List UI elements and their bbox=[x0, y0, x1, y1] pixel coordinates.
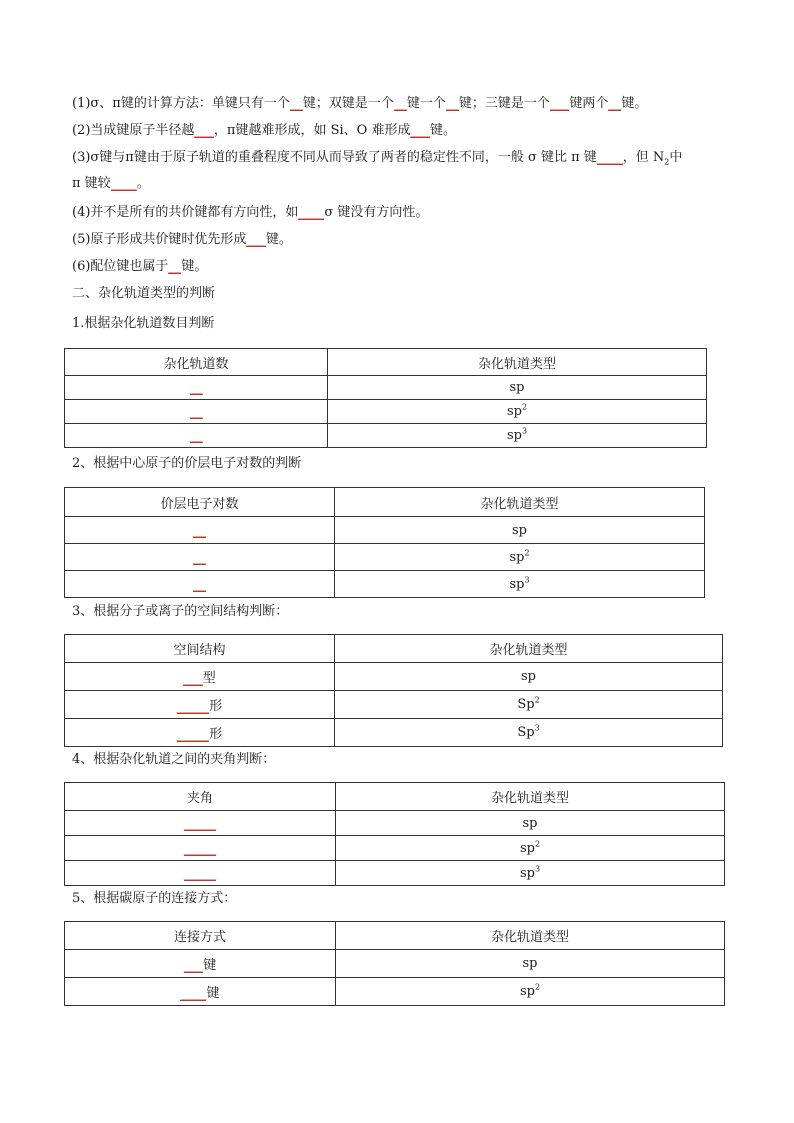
answer-cell[interactable] bbox=[65, 424, 328, 448]
type-cell bbox=[335, 691, 723, 719]
type-text: sp bbox=[519, 984, 535, 999]
text: 键。 bbox=[621, 96, 648, 111]
text: (4)并不是所有的共价键都有方向性，如 bbox=[72, 205, 299, 220]
table-row bbox=[65, 400, 707, 424]
type-cell bbox=[328, 376, 707, 400]
table-row bbox=[65, 663, 723, 691]
line-3 bbox=[72, 148, 732, 168]
table-row bbox=[65, 950, 725, 978]
line-4 bbox=[72, 203, 732, 223]
answer-blank[interactable]: ____ bbox=[596, 150, 623, 165]
shape-suffix: 形 bbox=[209, 727, 223, 742]
answer-blank[interactable]: _____ bbox=[183, 815, 217, 831]
table-row bbox=[65, 424, 707, 448]
header-cell: 杂化轨道类型 bbox=[336, 783, 725, 811]
answer-blank[interactable]: ___ bbox=[183, 958, 204, 973]
header-cell: 价层电子对数 bbox=[65, 488, 335, 517]
type-text: Sp bbox=[517, 725, 535, 740]
text: 键。 bbox=[181, 259, 208, 274]
answer-blank[interactable]: __ bbox=[608, 96, 622, 111]
answer-blank[interactable]: _____ bbox=[183, 865, 217, 881]
answer-cell[interactable] bbox=[65, 517, 335, 544]
table-header-row bbox=[65, 349, 707, 376]
text: 键一个 bbox=[406, 96, 446, 111]
answer-blank[interactable]: __ bbox=[193, 549, 206, 565]
header-cell: 杂化轨道类型 bbox=[335, 488, 705, 517]
shape-suffix: 形 bbox=[209, 699, 223, 714]
answer-cell[interactable] bbox=[65, 663, 335, 691]
answer-blank[interactable]: __ bbox=[193, 522, 206, 538]
line-6 bbox=[72, 257, 732, 277]
header-cell: 夹角 bbox=[65, 783, 336, 811]
answer-blank[interactable]: ____ bbox=[298, 205, 325, 220]
answer-cell[interactable] bbox=[65, 376, 328, 400]
answer-cell[interactable] bbox=[65, 836, 336, 861]
type-text: sp bbox=[522, 956, 538, 971]
text: ，但 N bbox=[622, 150, 665, 165]
type-cell bbox=[336, 978, 725, 1006]
answer-cell[interactable] bbox=[65, 571, 335, 598]
type-text: sp bbox=[506, 404, 522, 419]
superscript: 2 bbox=[521, 402, 528, 412]
answer-blank[interactable]: ____ bbox=[180, 986, 207, 1001]
table-row bbox=[65, 571, 705, 598]
text: 中 bbox=[669, 150, 683, 165]
line-1 bbox=[72, 94, 732, 114]
table-row bbox=[65, 517, 705, 544]
superscript: 3 bbox=[534, 864, 541, 874]
answer-cell[interactable] bbox=[65, 719, 335, 747]
table-carbon-connection bbox=[64, 921, 725, 1006]
type-cell bbox=[336, 836, 725, 861]
type-text: Sp bbox=[517, 697, 535, 712]
bond-suffix: 键 bbox=[203, 958, 217, 973]
table-row bbox=[65, 691, 723, 719]
header-cell: 杂化轨道类型 bbox=[335, 635, 723, 663]
answer-blank[interactable]: ____ bbox=[110, 176, 137, 191]
table-orbital-count bbox=[64, 348, 707, 448]
answer-cell[interactable] bbox=[65, 691, 335, 719]
type-text: sp bbox=[506, 428, 522, 443]
superscript: 3 bbox=[524, 575, 530, 585]
header-cell: 杂化轨道类型 bbox=[336, 922, 725, 950]
type-text: sp bbox=[519, 865, 535, 881]
answer-blank[interactable]: ___ bbox=[410, 123, 430, 138]
answer-cell[interactable] bbox=[65, 811, 336, 836]
text: 键；双键是一个 bbox=[302, 96, 394, 111]
superscript: 2 bbox=[524, 548, 530, 558]
line-5 bbox=[72, 230, 732, 250]
text: 键。 bbox=[265, 232, 292, 247]
line-3b bbox=[72, 174, 732, 194]
table-spatial-structure bbox=[64, 634, 723, 747]
type-text: sp bbox=[519, 840, 535, 856]
answer-blank[interactable]: ___ bbox=[194, 123, 214, 138]
type-cell bbox=[328, 424, 707, 448]
answer-cell[interactable] bbox=[65, 950, 336, 978]
superscript: 2 bbox=[534, 839, 541, 849]
table-header-row bbox=[65, 635, 723, 663]
answer-cell[interactable] bbox=[65, 400, 328, 424]
text: (2)当成键原子半径越 bbox=[72, 123, 195, 138]
table-row bbox=[65, 719, 723, 747]
header-cell: 空间结构 bbox=[65, 635, 335, 663]
answer-blank[interactable]: _____ bbox=[176, 727, 210, 742]
table-row bbox=[65, 376, 707, 400]
type-cell bbox=[335, 544, 705, 571]
superscript: 3 bbox=[534, 723, 540, 733]
type-cell bbox=[328, 400, 707, 424]
text: ，π键越难形成，如 Si、O 难形成 bbox=[213, 123, 411, 138]
table-row bbox=[65, 544, 705, 571]
sub2-title: 2、根据中心原子的价层电子对数的判断 bbox=[72, 456, 302, 471]
sub5-title: 5、根据碳原子的连接方式： bbox=[72, 891, 237, 906]
answer-blank[interactable]: __ bbox=[289, 96, 303, 111]
type-text: sp bbox=[509, 576, 525, 592]
table-header-row bbox=[65, 783, 725, 811]
section-title: 二、杂化轨道类型的判断 bbox=[72, 286, 216, 301]
bond-suffix: 键 bbox=[206, 986, 220, 1001]
type-text: sp bbox=[509, 549, 525, 565]
text: 键；三键是一个 bbox=[458, 96, 550, 111]
text: π 键较 bbox=[72, 176, 111, 191]
text: σ 键没有方向性。 bbox=[324, 205, 429, 220]
type-cell bbox=[335, 719, 723, 747]
type-text: sp bbox=[522, 815, 538, 831]
answer-blank[interactable]: __ bbox=[168, 259, 182, 274]
type-cell bbox=[336, 811, 725, 836]
text: (5)原子形成共价键时优先形成 bbox=[72, 232, 247, 247]
text: 键。 bbox=[429, 123, 456, 138]
header-cell: 连接方式 bbox=[65, 922, 336, 950]
table-header-row bbox=[65, 922, 725, 950]
answer-cell[interactable] bbox=[65, 861, 336, 886]
answer-blank[interactable]: _____ bbox=[176, 699, 210, 714]
text: (6)配位键也属于 bbox=[72, 259, 169, 274]
sub4-title: 4、根据杂化轨道之间的夹角判断： bbox=[72, 752, 276, 767]
answer-blank[interactable]: ___ bbox=[549, 96, 570, 111]
type-cell bbox=[336, 861, 725, 886]
table-row bbox=[65, 978, 725, 1006]
table-angle bbox=[64, 782, 725, 886]
table-row bbox=[65, 836, 725, 861]
superscript: 3 bbox=[521, 426, 528, 436]
answer-cell[interactable] bbox=[65, 544, 335, 571]
answer-blank[interactable]: __ bbox=[189, 404, 203, 419]
table-electron-pairs bbox=[64, 487, 705, 598]
line-2 bbox=[72, 121, 732, 141]
header-cell: 杂化轨道数 bbox=[65, 349, 328, 376]
answer-blank[interactable]: __ bbox=[189, 428, 203, 443]
answer-blank[interactable]: __ bbox=[393, 96, 407, 111]
answer-blank[interactable]: ___ bbox=[183, 671, 203, 686]
type-cell bbox=[335, 517, 705, 544]
table-row bbox=[65, 811, 725, 836]
answer-blank[interactable]: __ bbox=[189, 380, 203, 395]
answer-blank[interactable]: __ bbox=[193, 576, 206, 592]
superscript: 2 bbox=[534, 695, 540, 705]
answer-cell[interactable] bbox=[65, 978, 336, 1006]
type-text: sp bbox=[509, 380, 525, 395]
text: (3)σ键与π键由于原子轨道的重叠程度不同从而导致了两者的稳定性不同，一般 σ 键比 π 键 bbox=[72, 150, 597, 165]
answer-blank[interactable]: __ bbox=[445, 96, 459, 111]
type-cell bbox=[335, 663, 723, 691]
text: (1)σ、π键的计算方法：单键只有一个 bbox=[72, 96, 290, 111]
table-header-row bbox=[65, 488, 705, 517]
shape-suffix: 型 bbox=[202, 671, 216, 686]
subscript: 2 bbox=[664, 157, 670, 167]
sub3-title: 3、根据分子或离子的空间结构判断： bbox=[72, 604, 289, 619]
sub1-title: 1.根据杂化轨道数目判断 bbox=[72, 316, 215, 331]
answer-blank[interactable]: _____ bbox=[183, 840, 217, 856]
type-cell bbox=[335, 571, 705, 598]
type-cell bbox=[336, 950, 725, 978]
type-text: sp bbox=[512, 522, 527, 538]
text: 。 bbox=[136, 176, 150, 191]
header-cell: 杂化轨道类型 bbox=[328, 349, 707, 376]
text: 键两个 bbox=[569, 96, 609, 111]
answer-blank[interactable]: ___ bbox=[246, 232, 266, 247]
type-text: sp bbox=[521, 669, 536, 684]
superscript: 2 bbox=[534, 982, 541, 992]
table-row bbox=[65, 861, 725, 886]
